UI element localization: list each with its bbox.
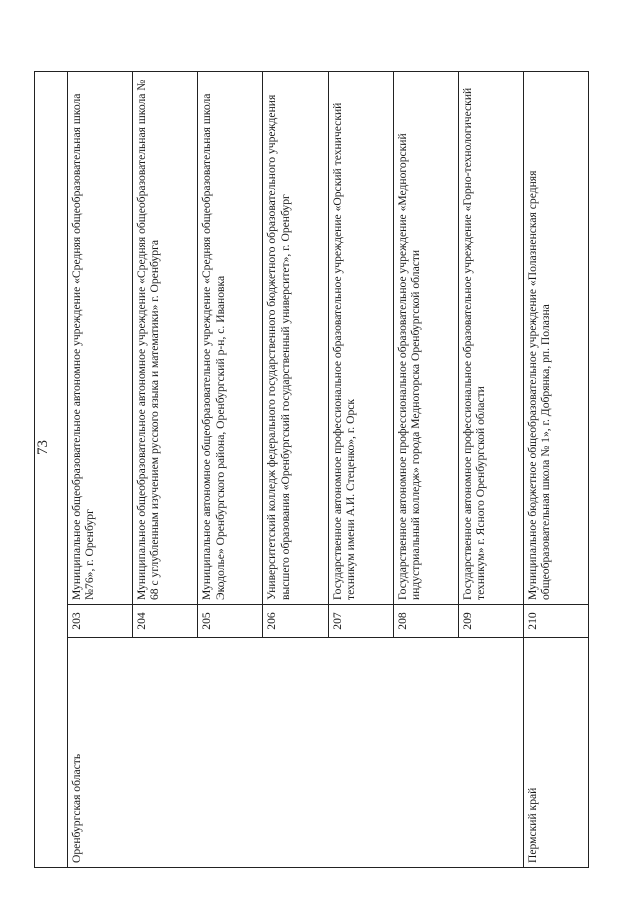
institution-name: Муниципальное бюджетное общеобразовательное учреждение «Полазненская средняя общеобразовательная школа № 1», г. Добрянка, рп. Полазна xyxy=(523,72,588,605)
region-cell: Оренбургская область xyxy=(68,638,524,868)
row-number: 210 xyxy=(523,605,588,638)
institution-name: Государственное автономное профессиональное образовательное учреждение «Медногорский индустриальный колледж» города Медногорска Оренбургской области xyxy=(393,72,458,605)
institutions-table xyxy=(34,71,589,868)
institution-name: Муниципальное автономное общеобразовательное учреждение «Средняя общеобразовательная школа Экодолье» Оренбургского района, Оренбургский р-н, с. Ивановка xyxy=(198,72,263,605)
institution-name: Университетский колледж федерального государственного бюджетного образовательного учреждения высшего образования «Оренбургский государственный университет», г. Оренбург xyxy=(263,72,328,605)
row-number: 204 xyxy=(133,605,198,638)
rotated-document-table xyxy=(34,72,589,868)
page-number: 73 xyxy=(35,440,51,455)
row-number: 209 xyxy=(458,605,523,638)
institution-name: Государственное автономное профессиональное образовательное учреждение «Горно-технологический техникум» г. Ясного Оренбургской области xyxy=(458,72,523,605)
table-row xyxy=(68,72,133,868)
row-number: 205 xyxy=(198,605,263,638)
region-cell: Пермский край xyxy=(523,638,588,868)
row-number: 203 xyxy=(68,605,133,638)
row-number: 207 xyxy=(328,605,393,638)
table-header-row xyxy=(35,72,68,868)
institution-name: Муниципальное общеобразовательное автономное учреждение «Средняя общеобразовательная школа №76», г. Оренбург xyxy=(68,72,133,605)
row-number: 206 xyxy=(263,605,328,638)
row-number: 208 xyxy=(393,605,458,638)
institution-name: Муниципальное общеобразовательное автономное учреждение «Средняя общеобразовательная школа № 68 с углубленным изучением русского языка и математики» г. Оренбурга xyxy=(133,72,198,605)
table-header-cell xyxy=(35,72,68,868)
table-row xyxy=(523,72,588,868)
institution-name: Государственное автономное профессиональное образовательное учреждение «Орский технический техникум имени А.И. Стеценко», г. Орск xyxy=(328,72,393,605)
